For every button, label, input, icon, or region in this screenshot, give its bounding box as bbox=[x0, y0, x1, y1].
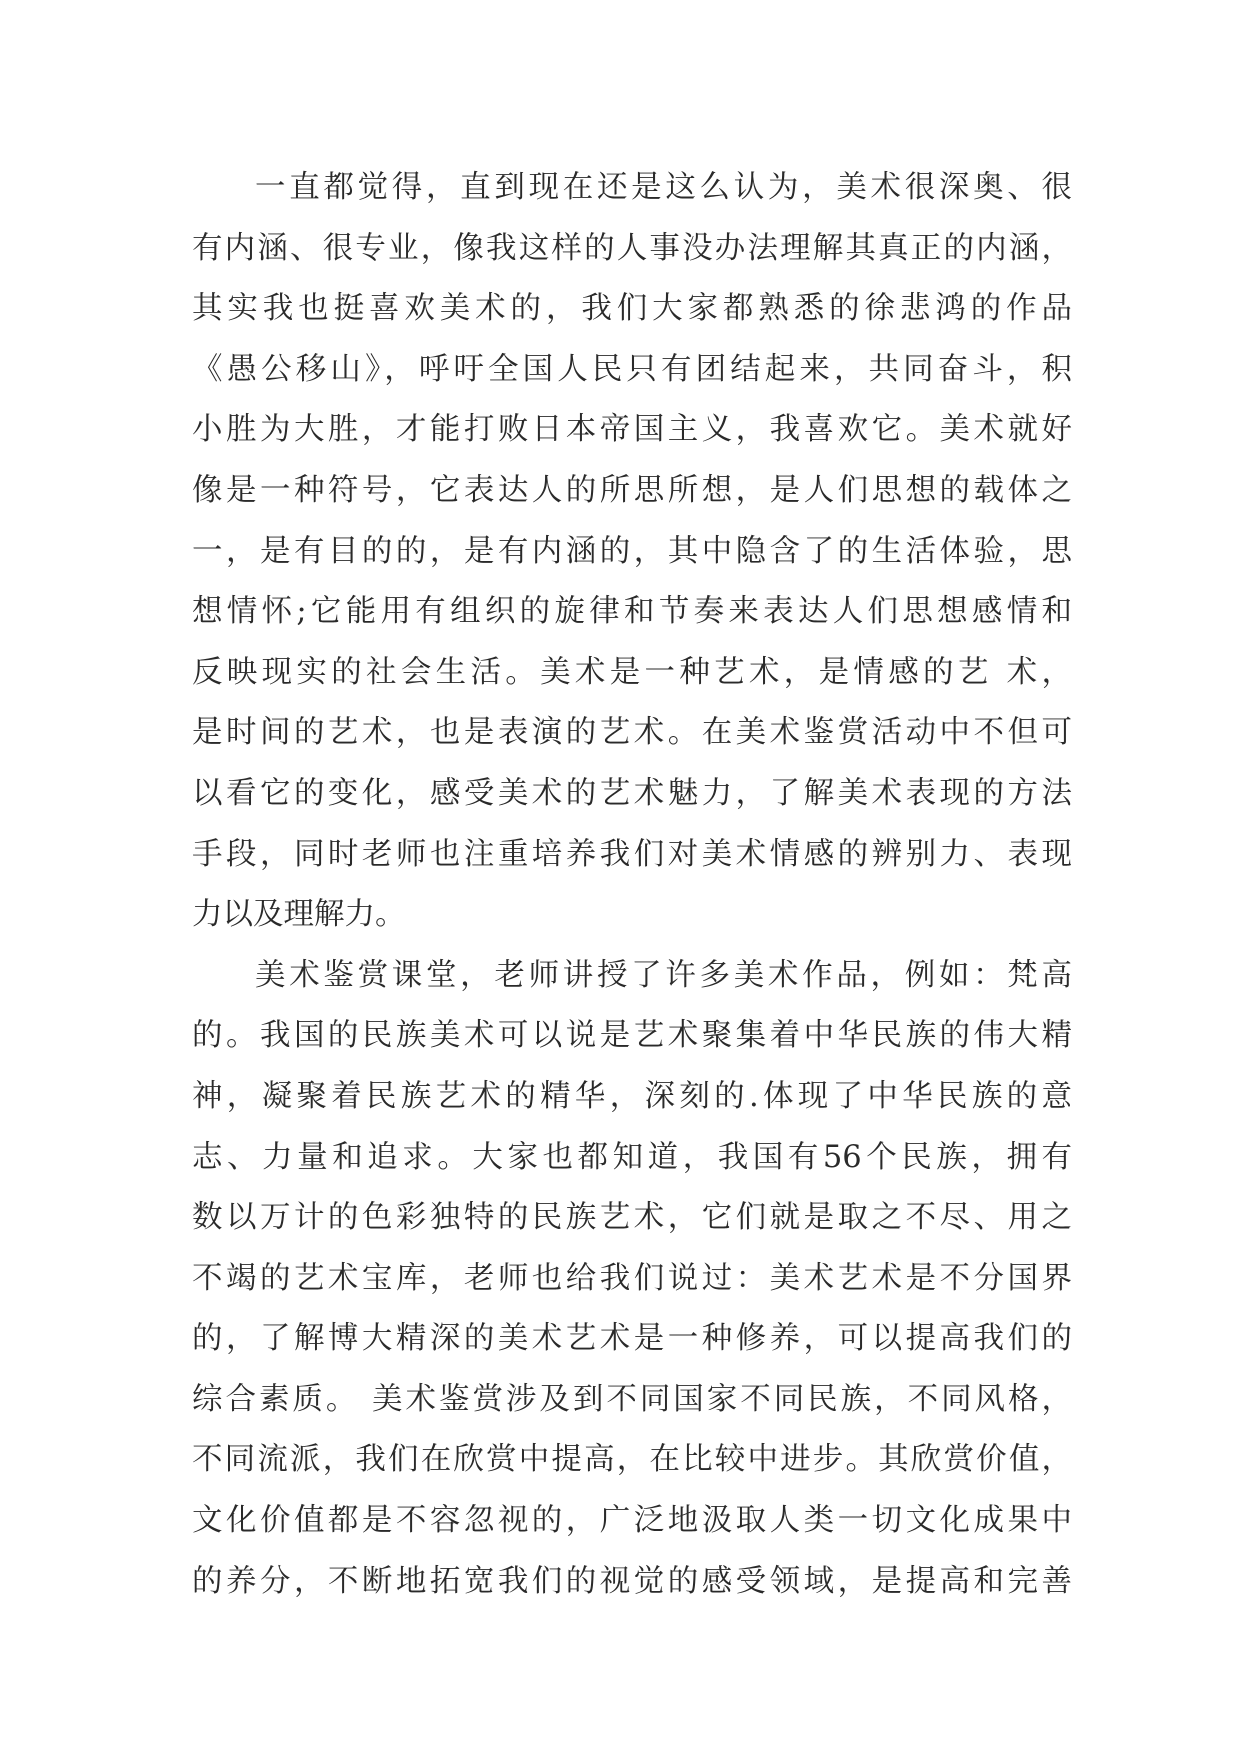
text-line: 一，是有目的的，是有内涵的，其中隐含了的生活体验，思 bbox=[192, 533, 1072, 569]
text-line: 的。我国的民族美术可以说是艺术聚集着中华民族的伟大精 bbox=[192, 1018, 1072, 1054]
text-line: 反映现实的社会生活。美术是一种艺术，是情感的艺 术， bbox=[192, 654, 1072, 690]
text-line: 综合素质。 美术鉴赏涉及到不同国家不同民族，不同风格， bbox=[192, 1381, 1072, 1417]
text-line: 神，凝聚着民族艺术的精华，深刻的.体现了中华民族的意 bbox=[192, 1078, 1072, 1114]
text-line: 美术鉴赏课堂，老师讲授了许多美术作品，例如：梵高 bbox=[255, 957, 1072, 993]
text-line: 《愚公移山》，呼吁全国人民只有团结起来，共同奋斗，积 bbox=[192, 351, 1072, 387]
paragraph-1 bbox=[192, 158, 1072, 946]
text-line: 不同流派，我们在欣赏中提高，在比较中进步。其欣赏价值， bbox=[192, 1442, 1072, 1478]
text-line: 志、力量和追求。大家也都知道，我国有56个民族，拥有 bbox=[192, 1139, 1072, 1175]
text-line: 数以万计的色彩独特的民族艺术，它们就是取之不尽、用之 bbox=[192, 1200, 1072, 1236]
text-line: 像是一种符号，它表达人的所思所想，是人们思想的载体之 bbox=[192, 472, 1072, 508]
text-line: 力以及理解力。 bbox=[192, 897, 406, 933]
text-line: 想情怀;它能用有组织的旋律和节奏来表达人们思想感情和 bbox=[192, 594, 1072, 630]
paragraph-2 bbox=[192, 946, 1072, 1613]
text-line: 有内涵、很专业，像我这样的人事没办法理解其真正的内涵， bbox=[192, 230, 1072, 266]
text-line: 小胜为大胜，才能打败日本帝国主义，我喜欢它。美术就好 bbox=[192, 412, 1072, 448]
text-line: 不竭的艺术宝库，老师也给我们说过：美术艺术是不分国界 bbox=[192, 1260, 1072, 1296]
text-line: 的，了解博大精深的美术艺术是一种修养，可以提高我们的 bbox=[192, 1321, 1072, 1357]
text-line: 其实我也挺喜欢美术的，我们大家都熟悉的徐悲鸿的作品 bbox=[192, 291, 1072, 327]
text-line: 手段，同时老师也注重培养我们对美术情感的辨别力、表现 bbox=[192, 836, 1072, 872]
text-line: 以看它的变化，感受美术的艺术魅力，了解美术表现的方法 bbox=[192, 775, 1072, 811]
text-line: 的养分，不断地拓宽我们的视觉的感受领域，是提高和完善 bbox=[192, 1563, 1072, 1599]
text-line: 一直都觉得，直到现在还是这么认为，美术很深奥、很 bbox=[255, 170, 1072, 205]
text-line: 是时间的艺术，也是表演的艺术。在美术鉴赏活动中不但可 bbox=[192, 715, 1072, 751]
document-body bbox=[192, 158, 1072, 1612]
text-line: 文化价值都是不容忽视的，广泛地汲取人类一切文化成果中 bbox=[192, 1503, 1072, 1539]
